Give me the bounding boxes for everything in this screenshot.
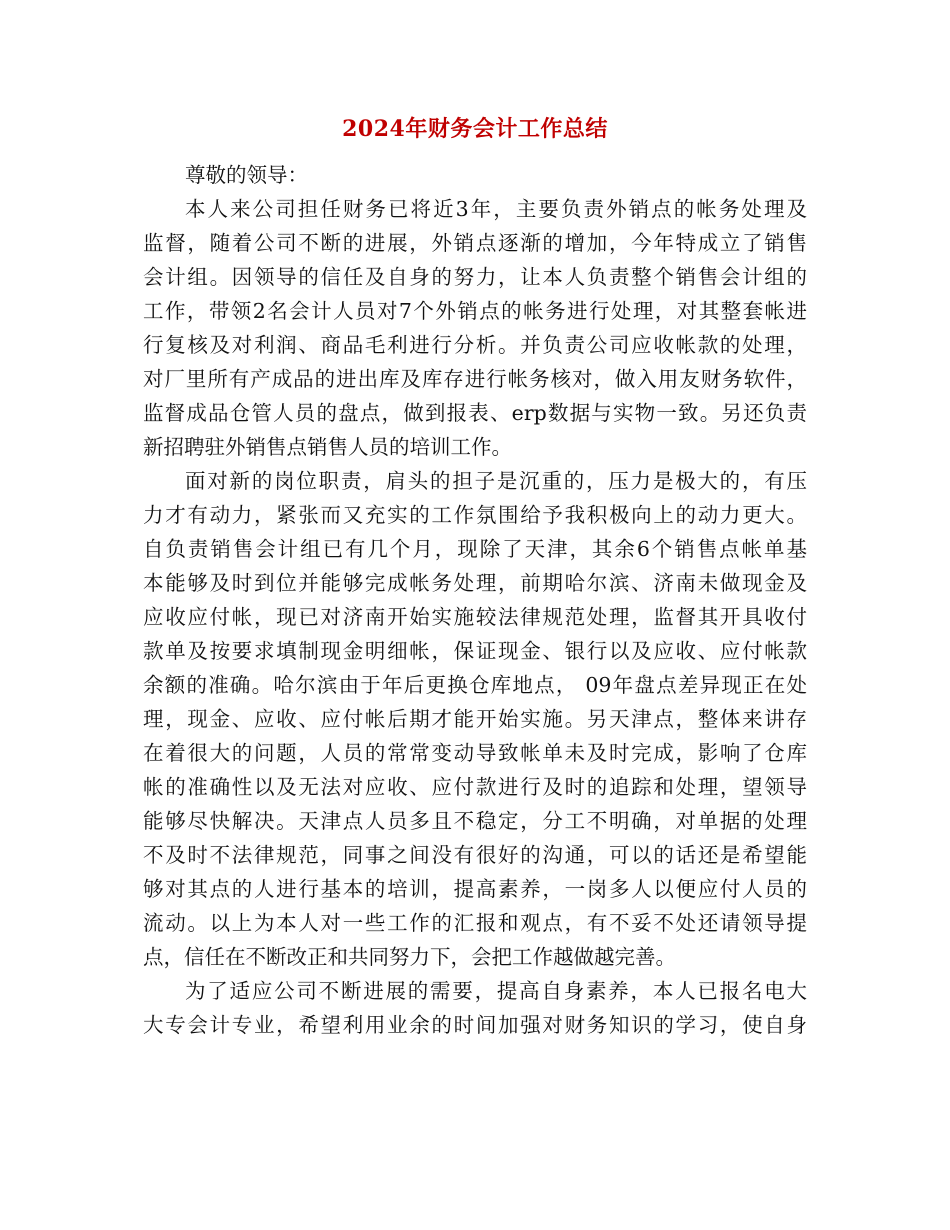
paragraph-2-line-5: 应收应付帐，现已对济南开始实施较法律规范处理，监督其开具收付 xyxy=(143,605,807,629)
paragraph-1-line-4: 工作，带领2名会计人员对7个外销点的帐务进行处理，对其整套帐进 xyxy=(143,299,807,323)
paragraph-1-line-8: 新招聘驻外销售点销售人员的培训工作。 xyxy=(143,435,512,459)
paragraph-2-line-8: 理，现金、应收、应付帐后期才能开始实施。另天津点，整体来讲存 xyxy=(143,707,807,731)
paragraph-2-line-6: 款单及按要求填制现金明细帐，保证现金、银行以及应收、应付帐款 xyxy=(143,639,807,663)
paragraph-2-line-1: 面对新的岗位职责，肩头的担子是沉重的，压力是极大的，有压 xyxy=(185,469,807,493)
paragraph-2-line-10: 帐的准确性以及无法对应收、应付款进行及时的追踪和处理，望领导 xyxy=(143,775,807,799)
document-body xyxy=(143,158,807,1042)
paragraph-1-line-6: 对厂里所有产成品的进出库及库存进行帐务核对，做入用友财务软件， xyxy=(143,367,807,391)
paragraph-2-line-7: 余额的准确。哈尔滨由于年后更换仓库地点， 09年盘点差异现正在处 xyxy=(143,673,807,697)
paragraph-3-line-1: 为了适应公司不断进展的需要，提高自身素养，本人已报名电大 xyxy=(185,979,807,1003)
paragraph-2-line-11: 能够尽快解决。天津点人员多且不稳定，分工不明确，对单据的处理 xyxy=(143,809,807,833)
paragraph-2-line-9: 在着很大的问题，人员的常常变动导致帐单未及时完成，影响了仓库 xyxy=(143,741,807,765)
paragraph-2-line-13: 够对其点的人进行基本的培训，提高素养，一岗多人以便应付人员的 xyxy=(143,877,807,901)
paragraph-3-line-2: 大专会计专业，希望利用业余的时间加强对财务知识的学习，使自身 xyxy=(143,1013,807,1037)
paragraph-2-line-4: 本能够及时到位并能够完成帐务处理，前期哈尔滨、济南未做现金及 xyxy=(143,571,807,595)
document-title: 2024年财务会计工作总结 xyxy=(342,116,608,142)
paragraph-2-line-2: 力才有动力，紧张而又充实的工作氛围给予我积极向上的动力更大。 xyxy=(143,503,807,527)
salutation: 尊敬的领导： xyxy=(185,163,308,187)
paragraph-1-line-7: 监督成品仓管人员的盘点，做到报表、erp数据与实物一致。另还负责 xyxy=(143,401,807,425)
paragraph-1-line-5: 行复核及对利润、商品毛利进行分析。并负责公司应收帐款的处理， xyxy=(143,333,807,357)
paragraph-2-line-3: 自负责销售会计组已有几个月，现除了天津，其余6个销售点帐单基 xyxy=(143,537,807,561)
paragraph-2-line-15: 点，信任在不断改正和共同努力下，会把工作越做越完善。 xyxy=(143,945,676,969)
paragraph-2-line-14: 流动。以上为本人对一些工作的汇报和观点，有不妥不处还请领导提 xyxy=(143,911,807,935)
paragraph-1-line-2: 监督，随着公司不断的进展，外销点逐渐的增加，今年特成立了销售 xyxy=(143,231,807,255)
paragraph-2-line-12: 不及时不法律规范，同事之间没有很好的沟通，可以的话还是希望能 xyxy=(143,843,807,867)
paragraph-1-line-1: 本人来公司担任财务已将近3年，主要负责外销点的帐务处理及 xyxy=(185,197,807,221)
paragraph-1-line-3: 会计组。因领导的信任及自身的努力，让本人负责整个销售会计组的 xyxy=(143,265,807,289)
